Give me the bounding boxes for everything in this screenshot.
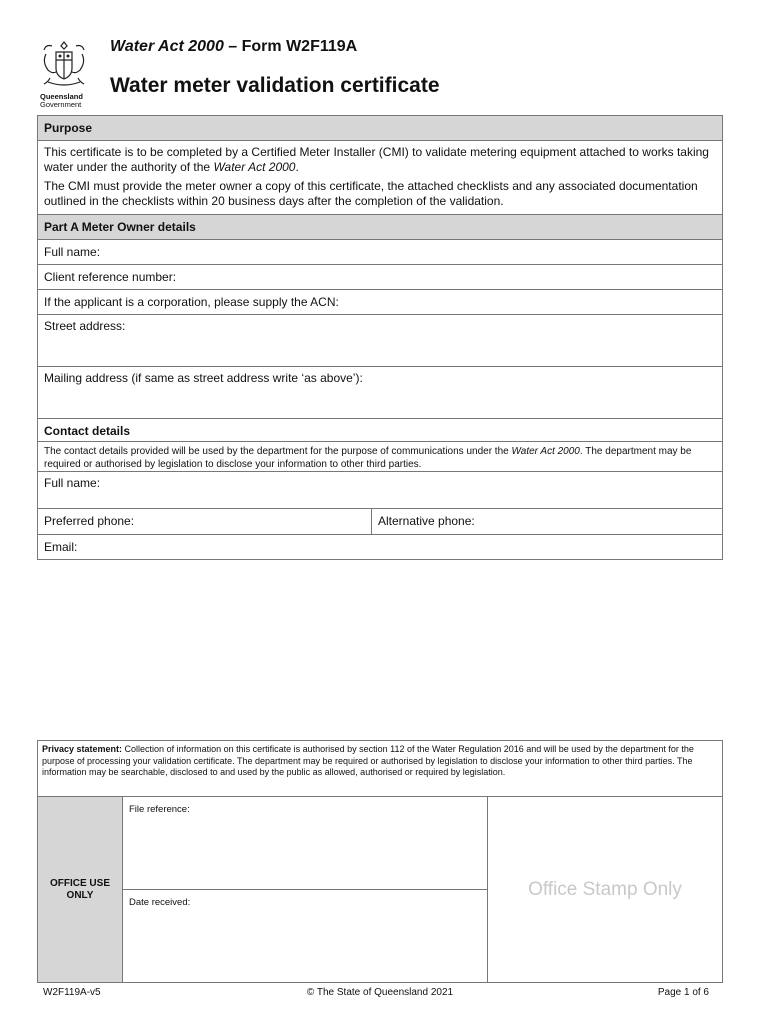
copyright: © The State of Queensland 2021: [306, 987, 454, 998]
page-title: Water meter validation certificate: [110, 74, 440, 97]
purpose-heading: Purpose: [38, 116, 722, 141]
acn-field[interactable]: [38, 290, 722, 315]
contact-note-end: . The department may be required or authorised by legislation to disclose your information to other third parties.: [44, 446, 692, 470]
purpose-p1-act: Water Act 2000: [213, 160, 296, 174]
mailing-address-label: Mailing address (if same as street address write ‘as above’):: [44, 371, 363, 385]
page-number: Page 1 of 6: [657, 987, 709, 998]
office-use-section: [38, 797, 722, 982]
privacy-statement: [38, 741, 722, 797]
purpose-p1-text: This certificate is to be completed by a Certified Meter Installer (CMI) to validate metering equipment attached to works taking water under the authority of the: [44, 145, 709, 174]
form-code: W2F119A-v5: [43, 987, 101, 998]
owner-full-name-field[interactable]: [38, 240, 722, 265]
purpose-paragraph-1: [44, 145, 716, 175]
office-fields: [123, 797, 488, 982]
alternative-phone-field[interactable]: [372, 509, 722, 534]
owner-full-name-label: Full name:: [44, 245, 101, 259]
purpose-text: [38, 141, 722, 215]
contact-full-name-label: Full name:: [44, 476, 101, 490]
office-use-line-2: ONLY: [66, 889, 94, 901]
act-name: Water Act 2000: [110, 38, 224, 55]
alternative-phone-label: Alternative phone:: [378, 514, 475, 528]
privacy-text: Collection of information on this certificate is authorised by section 112 of the Water Regulation 2016 and will be used by the department for the purpose of processing your validation certificate. The department may be required or authorised by legislation to disclose your information to other third parties. The information may be searchable, disclosed to and used by the public as allowed, authorised or required by legislation.: [42, 744, 694, 778]
contact-note-act: Water Act 2000: [511, 446, 580, 457]
office-divider: [123, 889, 487, 890]
logo-text: [40, 93, 83, 109]
email-label: Email:: [44, 540, 78, 554]
file-reference-label: File reference:: [129, 804, 190, 815]
logo-line-1: Queensland: [40, 92, 83, 101]
contact-heading: Contact details: [38, 419, 722, 442]
contact-note: [38, 442, 722, 472]
purpose-paragraph-2: The CMI must provide the meter owner a copy of this certificate, the attached checklists and any associated documentation outlined in the checklists within 20 business days after the completion of the validation.: [44, 179, 698, 208]
office-stamp-area: [488, 797, 722, 982]
privacy-office-box: [37, 740, 723, 983]
queensland-government-logo: [34, 38, 94, 112]
office-use-label: [38, 797, 123, 982]
street-address-field[interactable]: [38, 315, 722, 367]
privacy-label: Privacy statement:: [42, 744, 123, 754]
contact-full-name-field[interactable]: [38, 472, 722, 509]
street-address-label: Street address:: [44, 319, 126, 333]
logo-line-2: Government: [40, 100, 82, 109]
contact-note-text: The contact details provided will be used by the department for the purpose of communications under the: [44, 446, 512, 457]
date-received-label: Date received:: [129, 897, 191, 908]
mailing-address-field[interactable]: [38, 367, 722, 419]
client-reference-label: Client reference number:: [44, 270, 177, 284]
email-field[interactable]: [38, 535, 722, 559]
part-a-heading: Part A Meter Owner details: [38, 215, 722, 240]
office-stamp-text: Office Stamp Only: [528, 878, 682, 900]
form-number: – Form W2F119A: [223, 38, 358, 55]
client-reference-field[interactable]: [38, 265, 722, 290]
coat-of-arms-icon: [38, 38, 90, 90]
preferred-phone-field[interactable]: [38, 509, 372, 534]
phone-row: [38, 509, 722, 535]
form-number-title: [110, 38, 357, 56]
office-use-line-1: OFFICE USE: [49, 877, 110, 889]
preferred-phone-label: Preferred phone:: [44, 514, 135, 528]
purpose-p1-end: .: [295, 160, 299, 174]
acn-label: If the applicant is a corporation, please supply the ACN:: [44, 295, 339, 309]
details-form: [37, 115, 723, 560]
